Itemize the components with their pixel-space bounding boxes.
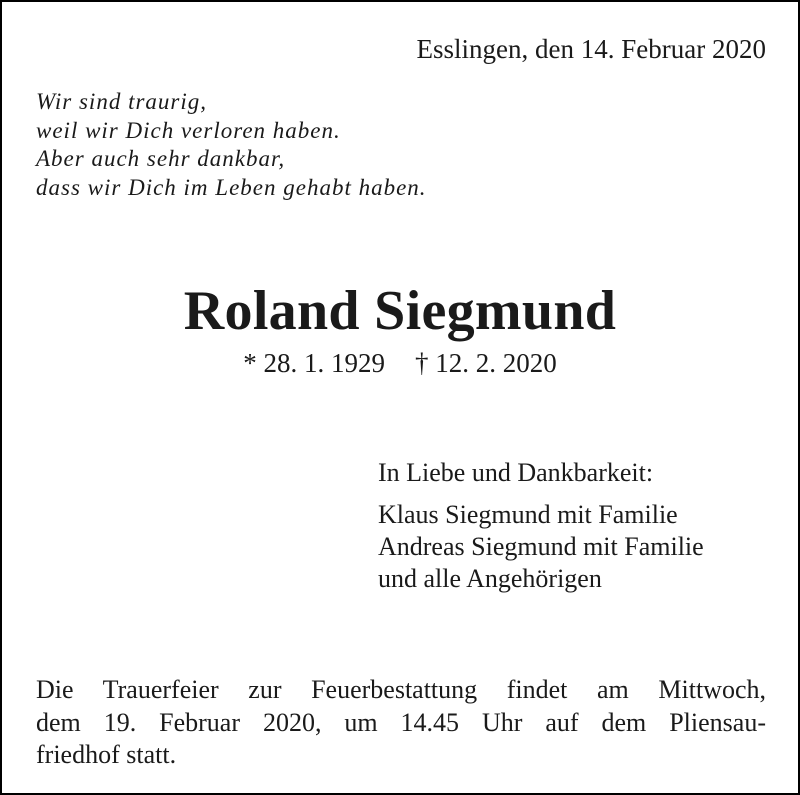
mourners-block — [378, 457, 704, 595]
poem-line: Aber auch sehr dankbar, — [36, 146, 286, 171]
death-date: † 12. 2. 2020 — [415, 348, 557, 378]
mourners-intro: In Liebe und Dankbarkeit: — [378, 458, 654, 487]
service-line: friedhof statt. — [36, 740, 177, 769]
place-date: Esslingen, den 14. Februar 2020 — [416, 34, 766, 64]
birth-date: * 28. 1. 1929 — [243, 348, 385, 378]
service-line: Die Trauerfeier zur Feuerbestattung findet am Mittwoch, — [36, 675, 766, 704]
poem-line: dass wir Dich im Leben gehabt haben. — [36, 174, 427, 200]
poem-line: Wir sind traurig, — [36, 89, 208, 114]
mourner-entry: Andreas Siegmund mit Familie — [378, 532, 704, 561]
service-line: dem 19. Februar 2020, um 14.45 Uhr auf dem Pliensau- — [36, 707, 766, 737]
life-dates — [2, 346, 798, 380]
funeral-service-text — [36, 674, 766, 772]
poem — [36, 88, 427, 202]
mourner-entry: und alle Angehörigen — [378, 564, 602, 593]
mourner-entry: Klaus Siegmund mit Familie — [378, 500, 678, 529]
poem-line: weil wir Dich verloren haben. — [36, 117, 341, 143]
deceased-name: Roland Siegmund — [183, 280, 617, 342]
